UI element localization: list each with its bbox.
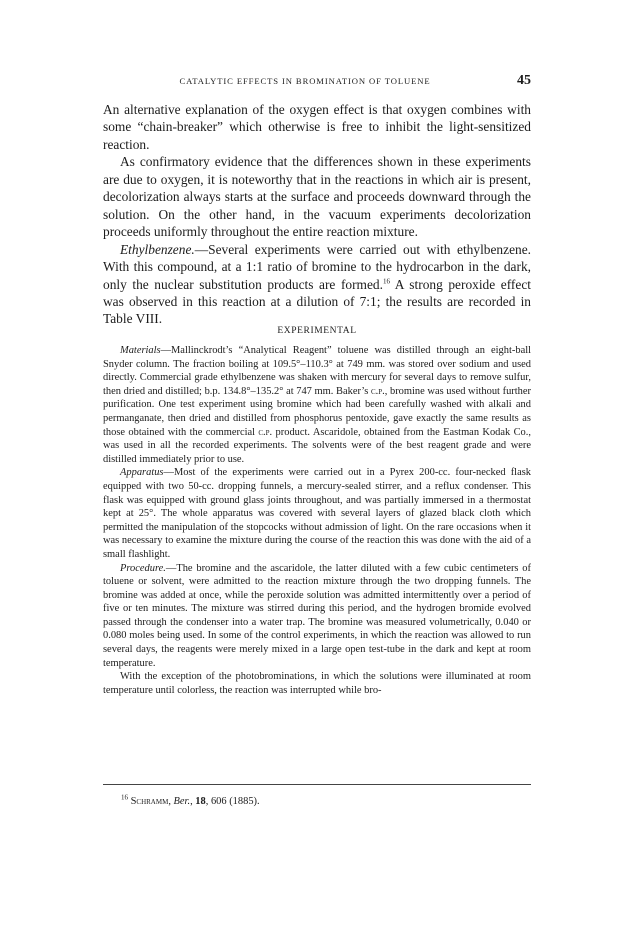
paragraph-photobromination: With the exception of the photobrominations, in which the solutions were illuminated at room temperature until colorless, the reaction was interrupted while bro- bbox=[103, 671, 531, 696]
paragraph-apparatus bbox=[103, 466, 531, 561]
page-number: 45 bbox=[517, 73, 531, 88]
ethylbenzene-text-a: —Several experiments were carried out with ethylbenzene. With this compound, at a 1:1 ratio of bromine to the hydrocarbon in the dark, only the nuclear substitution products are formed. bbox=[103, 241, 531, 292]
footnote-volume: 18 bbox=[195, 796, 206, 807]
apparatus-text: —Most of the experiments were carried out in a Pyrex 200-cc. four-necked flask equipped with two 50-cc. dropping funnels, a mercury-sealed stirrer, and a reflux condenser. This flask was equipped with ground glass joints throughout, and was partially immersed in a thermostat kept at 25°. The whole apparatus was covered with several layers of glazed black cloth which permitted the manipulation of the stopcocks without admission of light. On the rare occasions when it was necessary to examine the mixture during the course of the reaction this was done with the aid of a small flashlight. bbox=[103, 467, 531, 560]
materials-run-in-title: Materials bbox=[120, 345, 161, 356]
paragraph-ethylbenzene bbox=[103, 241, 531, 328]
paragraph-oxygen-explanation: An alternative explanation of the oxygen effect is that oxygen combines with some “chain-breaker” which otherwise is free to inhibit the light-sensitized reaction. bbox=[103, 102, 531, 152]
ethylbenzene-text-b: A strong peroxide effect was observed in this reaction at a dilution of 7:1; the results are recorded in Table VIII. bbox=[103, 276, 531, 327]
footnote-journal: Ber. bbox=[173, 796, 191, 807]
materials-text-a: —Mallinckrodt’s “Analytical Reagent” toluene was distilled through an eight-ball Snyder column. The fraction boiling at 109.5°–110.3° at 749 mm. was stored over sodium and used directly. Commercial grade ethylbenzene was shaken with mercury for several days to remove sulfur, then dried and distilled; b.p. 134.8°–135.2° at 747 mm. Baker’s bbox=[103, 345, 531, 397]
materials-text-c: product. Ascaridole, obtained from the Eastman Kodak Co., was used in all the recorded experiments. The solvents were of the best reagent grade and were distilled immediately prior to use. bbox=[103, 426, 531, 465]
footnote-citation: , 606 (1885). bbox=[205, 796, 260, 807]
materials-text-b: , bromine was used without further purification. One test experiment using bromine which had been carefully washed with alkali and permanganate, then dried and distilled from phosphorus pentoxide, gave exactly the same results as those obtained with the commercial bbox=[103, 385, 531, 438]
ethylbenzene-run-in-title: Ethylbenzene. bbox=[120, 241, 195, 257]
paragraph-procedure bbox=[103, 562, 531, 671]
footnote-author: Schramm bbox=[130, 796, 169, 807]
procedure-text: —The bromine and the ascaridole, the latter diluted with a few cubic centimeters of toluene or solvent, were admitted to the reaction mixture through the two dropping funnels. The bromine was added at once, while the peroxide solution was admitted intermittently over a period of five or ten minutes. The mixture was stirred during this period, and the hydrogen bromide evolved passed through the condenser into a water trap. The bromine was measured volumetrically, 0.040 or 0.080 moles being used. In some of the control experiments, in which the reaction was allowed to run several days, the reagents were merely mixed in a large open test-tube in the dark and kept at room temperature. bbox=[103, 562, 531, 669]
footnote-reference-16[interactable]: 16 bbox=[382, 277, 390, 286]
main-text bbox=[103, 101, 531, 328]
cp-abbreviation: c.p. bbox=[370, 385, 385, 397]
procedure-run-in-title: Procedure. bbox=[120, 562, 166, 574]
running-title: CATALYTIC EFFECTS IN BROMINATION OF TOLUENE bbox=[179, 76, 431, 86]
section-heading-experimental: EXPERIMENTAL bbox=[277, 326, 357, 336]
paragraph-confirmatory-evidence: As confirmatory evidence that the differences shown in these experiments are due to oxygen, it is noteworthy that in the reactions in which air is present, decolorization always starts at the surface and proceeds downward through the solution. On the other hand, in the vacuum experiments decolorization proceeds uniformly throughout the entire reaction mixture. bbox=[103, 154, 531, 240]
paragraph-materials bbox=[103, 344, 531, 466]
footnote-rule bbox=[103, 784, 531, 785]
page-header bbox=[103, 74, 531, 88]
footnote-16: $^{16}$ Schramm, Ber., 18, 606 (1885). bbox=[121, 793, 260, 807]
cp-abbreviation: c.p. bbox=[258, 426, 273, 438]
experimental-section bbox=[103, 344, 531, 697]
footnote-number: 16 bbox=[121, 793, 128, 802]
apparatus-run-in-title: Apparatus bbox=[120, 467, 164, 479]
